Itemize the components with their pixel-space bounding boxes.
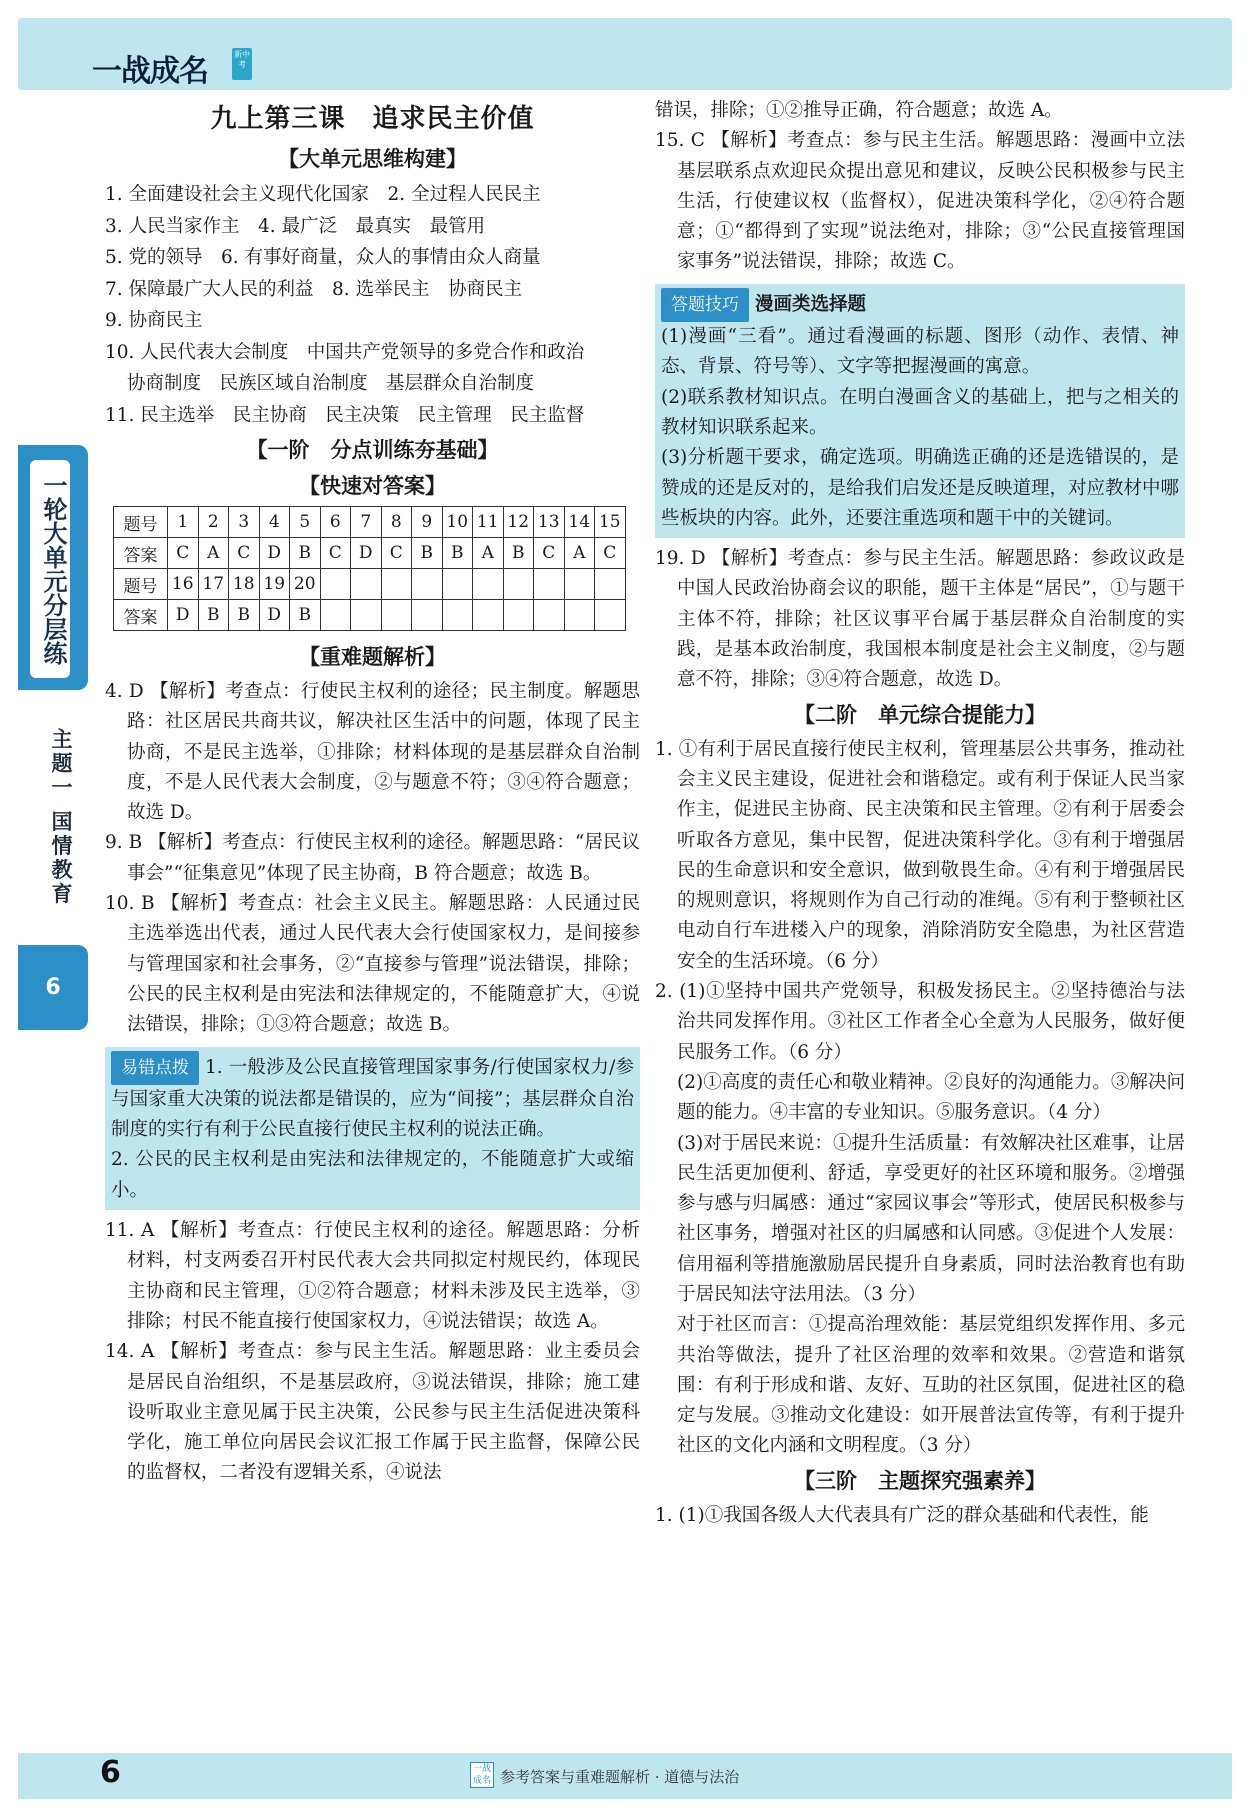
table-cell bbox=[442, 600, 473, 631]
tip-text: (1)漫画“三看”。通过看漫画的标题、图形（动作、表情、神态、背景、符号等）、文字等把握漫画的寓意。 bbox=[661, 326, 1179, 378]
table-cell: A bbox=[473, 538, 504, 569]
answer-explanation-15: 15. C 【解析】考查点：参与民主生活。解题思路：漫画中立法基层联系点欢迎民众提出意见和建议，反映公民积极参与民主生活，行使建议权（监督权），促进决策科学化，②④符合题意；①“都得到了实现”说法绝对，排除；③“公民直接管理国家事务”说法错误，排除；故选 C。 bbox=[655, 130, 1185, 273]
section-heading-stage2: 【二阶 单元综合提能力】 bbox=[794, 702, 1046, 727]
section-heading-quick: 【快速对答案】 bbox=[299, 474, 446, 498]
table-cell bbox=[412, 569, 443, 600]
table-cell bbox=[442, 569, 473, 600]
tip-box-skills bbox=[655, 284, 1185, 538]
table-cell: 20 bbox=[290, 569, 321, 600]
table-cell bbox=[595, 569, 626, 600]
table-cell: 题号 bbox=[114, 507, 168, 538]
table-cell bbox=[381, 569, 412, 600]
footer-logo: 一战成名 bbox=[470, 1762, 494, 1788]
table-cell bbox=[320, 600, 351, 631]
table-cell: 12 bbox=[503, 507, 534, 538]
table-row bbox=[114, 507, 626, 538]
table-cell: 14 bbox=[564, 507, 595, 538]
table-cell: 8 bbox=[381, 507, 412, 538]
stage3-answer-1: 1. (1)①我国各级人大代表具有广泛的群众基础和代表性，能 bbox=[655, 1504, 1149, 1526]
logo-badge: 新中考 bbox=[232, 48, 252, 80]
table-cell: 2 bbox=[198, 507, 229, 538]
table-row bbox=[114, 538, 626, 569]
build-item: 10. 人民代表大会制度 中国共产党领导的多党合作和政治 bbox=[105, 341, 585, 363]
table-cell: C bbox=[320, 538, 351, 569]
table-cell: 6 bbox=[320, 507, 351, 538]
right-column bbox=[655, 96, 1185, 1531]
table-cell: D bbox=[259, 600, 290, 631]
brand-logo: 一战成名 bbox=[92, 54, 208, 89]
table-cell: B bbox=[229, 600, 260, 631]
tip-text: 1. 一般涉及公民直接管理国家事务/行使国家权力/参与国家重大决策的说法都是错误的，应为“间接”；基层群众自治制度的实行有利于公民直接行使民主权利的说法正确。 bbox=[111, 1056, 634, 1141]
tip-label: 易错点拨 bbox=[111, 1051, 199, 1085]
table-cell: 10 bbox=[442, 507, 473, 538]
build-list bbox=[105, 179, 640, 431]
tip-label: 答题技巧 bbox=[661, 288, 749, 322]
table-cell bbox=[412, 600, 443, 631]
answer-explanation-9: 9. B 【解析】考查点：行使民主权利的途径。解题思路：“居民议事会”“征集意见”体现了民主协商，B 符合题意；故选 B。 bbox=[105, 832, 640, 884]
build-item: 3. 人民当家作主 4. 最广泛 最真实 最管用 bbox=[105, 215, 486, 237]
table-cell bbox=[534, 569, 565, 600]
table-cell bbox=[473, 569, 504, 600]
side-topic-label: 主题一 国情教育 bbox=[49, 728, 73, 907]
page-number: 6 bbox=[100, 1755, 121, 1790]
stage2-answer-2-4: 对于社区而言：①提高治理效能：基层党组织发挥作用、多元共治等做法，提升了社区治理的效率和效果。②营造和谐氛围：有利于形成和谐、友好、互助的社区氛围，促进社区的稳定与发展。③推动文化建设：如开展普法宣传等，有利于提升社区的文化内涵和文明程度。（3 分） bbox=[677, 1314, 1185, 1457]
build-item: 1. 全面建设社会主义现代化国家 2. 全过程人民民主 bbox=[105, 184, 541, 205]
table-cell: 13 bbox=[534, 507, 565, 538]
table-cell: A bbox=[564, 538, 595, 569]
stage2-answer-2-2: (2)①高度的责任心和敬业精神。②良好的沟通能力。③解决问题的能力。④丰富的专业知识。⑤服务意识。（4 分） bbox=[677, 1071, 1185, 1124]
answer-explanation-11: 11. A 【解析】考查点：行使民主权利的途径。解题思路：分析材料，村支两委召开村民代表大会共同拟定村规民约，体现民主协商和民主管理，①②符合题意；材料未涉及民主选举，③排除；村民不能直接行使国家权力，④说法错误；故选 A。 bbox=[105, 1220, 640, 1332]
table-cell: C bbox=[229, 538, 260, 569]
build-item: 11. 民主选举 民主协商 民主决策 民主管理 民主监督 bbox=[105, 404, 585, 426]
table-cell bbox=[381, 600, 412, 631]
table-cell: 15 bbox=[595, 507, 626, 538]
section-heading-analysis: 【重难题解析】 bbox=[299, 645, 446, 669]
build-item: 9. 协商民主 bbox=[105, 310, 203, 331]
table-cell: B bbox=[198, 600, 229, 631]
table-cell: 18 bbox=[229, 569, 260, 600]
table-cell: B bbox=[290, 538, 321, 569]
stage2-answer-1: 1. ①有利于居民直接行使民主权利，管理基层公共事务，推动社会主义民主建设，促进社会和谐稳定。或有利于保证人民当家作主，促进民主协商、民主决策和民主管理。②有利于居委会听取各方意见，集中民智，促进决策科学化。③有利于增强居民的生命意识和安全意识，做到敬畏生命。④有利于增强居民的规则意识，将规则作为自己行动的准绳。⑤有利于整顿社区电动自行车进楼入户的现象，消除消防安全隐患，为社区营造安全的生活环境。（6 分） bbox=[655, 738, 1185, 972]
table-cell: B bbox=[412, 538, 443, 569]
lesson-title: 九上第三课 追求民主价值 bbox=[210, 104, 535, 134]
table-row bbox=[114, 569, 626, 600]
table-cell bbox=[351, 600, 382, 631]
table-row bbox=[114, 600, 626, 631]
table-cell bbox=[351, 569, 382, 600]
tip-text: 2. 公民的民主权利是由宪法和法律规定的，不能随意扩大或缩小。 bbox=[111, 1149, 634, 1201]
table-cell: B bbox=[442, 538, 473, 569]
footer-text: 参考答案与重难题解析 · 道德与法治 bbox=[500, 1768, 740, 1786]
stage2-answer-2-3: (3)对于居民来说：①提升生活质量：有效解决社区难事，让居民生活更加便利、舒适，享受更好的社区环境和服务。②增强参与感与归属感：通过“家园议事会”等形式，使居民积极参与社区事务，增强对社区的归属感和认同感。③促进个人发展：信用福利等措施激励居民提升自身素质，同时法治教育也有助于居民知法守法用法。（3 分） bbox=[677, 1132, 1185, 1305]
table-cell: 答案 bbox=[114, 538, 168, 569]
table-cell bbox=[564, 569, 595, 600]
tip-text: (2)联系教材知识点。在明白漫画含义的基础上，把与之相关的教材知识联系起来。 bbox=[661, 386, 1179, 438]
table-cell: D bbox=[168, 600, 199, 631]
table-cell: C bbox=[381, 538, 412, 569]
table-cell: 3 bbox=[229, 507, 260, 538]
table-cell bbox=[534, 600, 565, 631]
table-cell bbox=[473, 600, 504, 631]
table-cell: 答案 bbox=[114, 600, 168, 631]
section-heading-stage3: 【三阶 主题探究强素养】 bbox=[794, 1468, 1046, 1493]
left-column bbox=[105, 96, 640, 1489]
table-cell bbox=[503, 569, 534, 600]
answer-explanation-14: 14. A 【解析】考查点：参与民主生活。解题思路：业主委员会是居民自治组织，不是基层政府，③说法错误，排除；施工建设听取业主意见属于民主决策，公民参与民主生活促进决策科学化，施工单位向居民会议汇报工作属于民主监督，保障公民的监督权，二者没有逻辑关系，④说法 bbox=[105, 1341, 640, 1484]
table-cell: C bbox=[168, 538, 199, 569]
table-cell: 7 bbox=[351, 507, 382, 538]
table-cell: 4 bbox=[259, 507, 290, 538]
table-cell bbox=[320, 569, 351, 600]
tip-box-mistakes bbox=[105, 1047, 640, 1210]
table-cell: A bbox=[198, 538, 229, 569]
table-cell: B bbox=[290, 600, 321, 631]
table-cell: 9 bbox=[412, 507, 443, 538]
side-tab-label: 一轮大单元分层练 bbox=[30, 460, 70, 678]
table-cell: D bbox=[351, 538, 382, 569]
build-item: 5. 党的领导 6. 有事好商量，众人的事情由众人商量 bbox=[105, 247, 541, 268]
table-cell: D bbox=[259, 538, 290, 569]
table-cell: C bbox=[595, 538, 626, 569]
table-cell: 11 bbox=[473, 507, 504, 538]
table-cell: 5 bbox=[290, 507, 321, 538]
table-cell bbox=[503, 600, 534, 631]
continued-text: 错误，排除；①②推导正确，符合题意；故选 A。 bbox=[655, 100, 1063, 121]
build-item: 协商制度 民族区域自治制度 基层群众自治制度 bbox=[127, 373, 535, 394]
section-heading-build: 【大单元思维构建】 bbox=[278, 147, 467, 171]
answer-explanation-19: 19. D 【解析】考查点：参与民主生活。解题思路：参政议政是中国人民政治协商会议的职能，题干主体是“居民”，①与题干主体不符，排除；社区议事平台属于基层群众自治制度的实践，是基本政治制度，我国根本制度是社会主义制度，②与题意不符，排除；③④符合题意，故选 D。 bbox=[655, 548, 1185, 691]
table-cell: 16 bbox=[168, 569, 199, 600]
build-item: 7. 保障最广大人民的利益 8. 选举民主 协商民主 bbox=[105, 278, 523, 300]
table-cell bbox=[564, 600, 595, 631]
table-cell: C bbox=[534, 538, 565, 569]
tip-text: (3)分析题干要求，确定选项。明确选正确的还是选错误的，是赞成的还是反对的，是给我们启发还是反映道理，对应教材中哪些板块的内容。此外，还要注重选项和题干中的关键词。 bbox=[661, 447, 1180, 529]
table-cell: 17 bbox=[198, 569, 229, 600]
section-heading-stage1: 【一阶 分点训练夯基础】 bbox=[246, 438, 499, 462]
table-cell bbox=[595, 600, 626, 631]
table-cell: B bbox=[503, 538, 534, 569]
table-cell: 1 bbox=[168, 507, 199, 538]
table-cell: 题号 bbox=[114, 569, 168, 600]
tip-title: 漫画类选择题 bbox=[755, 293, 867, 315]
side-page-number: 6 bbox=[18, 945, 88, 1030]
answer-explanation-10: 10. B 【解析】考查点：社会主义民主。解题思路：人民通过民主选举选出代表，通过人民代表大会行使国家权力，是间接参与管理国家和社会事务，②“直接参与管理”说法错误，排除；公民的民主权利是由宪法和法律规定的，不能随意扩大，④说法错误，排除；①③符合题意；故选 B。 bbox=[105, 893, 640, 1036]
answer-table bbox=[113, 506, 626, 631]
table-cell: 19 bbox=[259, 569, 290, 600]
stage2-answer-2-1: 2. (1)①坚持中国共产党领导，积极发扬民主。②坚持德治与法治共同发挥作用。③社区工作者全心全意为人民服务，做好便民服务工作。（6 分） bbox=[655, 981, 1185, 1063]
answer-explanation-4: 4. D 【解析】考查点：行使民主权利的途径；民主制度。解题思路：社区居民共商共议，解决社区生活中的问题，体现了民主协商，不是民主选举，①排除；材料体现的是基层群众自治制度，不是人民代表大会制度，②与题意不符；③④符合题意；故选 D。 bbox=[105, 681, 640, 824]
